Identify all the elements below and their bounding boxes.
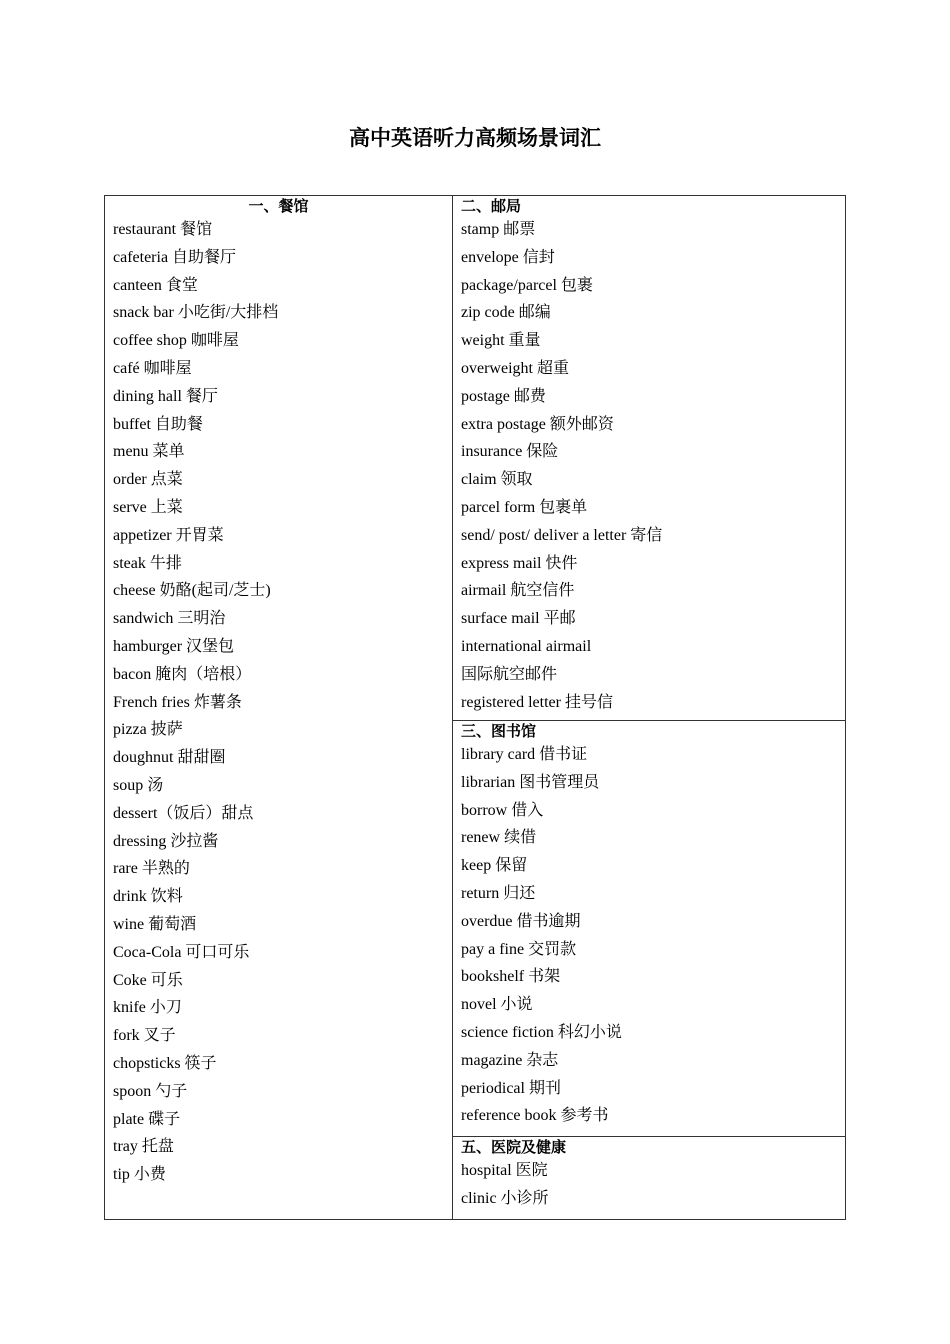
vocab-item: magazine 杂志 bbox=[461, 1051, 559, 1069]
vocab-item: plate 碟子 bbox=[113, 1110, 181, 1128]
section-heading: 三、图书馆 bbox=[461, 722, 537, 740]
vocab-item: hamburger 汉堡包 bbox=[113, 637, 235, 655]
vocab-item: tray 托盘 bbox=[113, 1138, 174, 1156]
vocab-item: pizza 披萨 bbox=[113, 721, 183, 739]
vocab-item: overdue 借书逾期 bbox=[461, 912, 581, 930]
vocab-item: café 咖啡屋 bbox=[113, 359, 192, 377]
vocab-item: weight 重量 bbox=[461, 332, 541, 350]
vocab-item: bookshelf 书架 bbox=[461, 968, 561, 986]
vocab-item: periodical 期刊 bbox=[461, 1079, 561, 1097]
vocab-item: snack bar 小吃街/大排档 bbox=[113, 304, 279, 322]
vocab-item: cheese 奶酪(起司/芝士) bbox=[113, 582, 271, 600]
vocab-item: rare 半熟的 bbox=[113, 860, 190, 878]
vocab-item: bacon 腌肉（培根） bbox=[113, 665, 252, 683]
vocab-item: reference book 参考书 bbox=[461, 1107, 609, 1125]
vocab-item: Coca-Cola 可口可乐 bbox=[113, 943, 250, 961]
vocab-item: science fiction 科幻小说 bbox=[461, 1023, 622, 1041]
word-list bbox=[453, 216, 845, 716]
vocab-item: overweight 超重 bbox=[461, 359, 569, 377]
vocab-item: registered letter 挂号信 bbox=[461, 693, 613, 711]
vocab-item: wine 葡萄酒 bbox=[113, 915, 197, 933]
vocab-item: hospital 医院 bbox=[461, 1162, 548, 1179]
vocab-item: doughnut 甜甜圈 bbox=[113, 749, 226, 767]
vocab-item: Coke 可乐 bbox=[113, 971, 183, 989]
vocab-item: renew 续借 bbox=[461, 829, 537, 847]
vocab-item: claim 领取 bbox=[461, 471, 533, 489]
vocab-item: dessert（饭后）甜点 bbox=[113, 804, 254, 822]
vocab-item: insurance 保险 bbox=[461, 443, 559, 461]
vocab-item: restaurant 餐馆 bbox=[113, 221, 213, 238]
section-heading: 五、医院及健康 bbox=[461, 1138, 567, 1156]
vocab-item: keep 保留 bbox=[461, 857, 528, 875]
vocab-item: drink 饮料 bbox=[113, 888, 183, 906]
right-column bbox=[453, 196, 845, 1219]
vocab-item: zip code 邮编 bbox=[461, 304, 551, 322]
word-list bbox=[453, 1157, 845, 1213]
vocab-item: clinic 小诊所 bbox=[461, 1189, 549, 1207]
vocab-item: buffet 自助餐 bbox=[113, 415, 203, 433]
section-restaurant bbox=[105, 196, 453, 1219]
vocab-item: pay a fine 交罚款 bbox=[461, 940, 577, 958]
section-heading: 一、餐馆 bbox=[248, 197, 309, 215]
vocab-item: send/ post/ deliver a letter 寄信 bbox=[461, 526, 663, 544]
vocab-item: appetizer 开胃菜 bbox=[113, 526, 224, 544]
section-hospital bbox=[453, 1137, 845, 1219]
vocab-item: borrow 借入 bbox=[461, 801, 544, 819]
vocab-item: library card 借书证 bbox=[461, 746, 588, 763]
vocab-item: French fries 炸薯条 bbox=[113, 693, 242, 711]
vocab-item: knife 小刀 bbox=[113, 999, 182, 1017]
vocab-item: surface mail 平邮 bbox=[461, 610, 576, 628]
vocab-item: spoon 勺子 bbox=[113, 1082, 188, 1100]
vocab-item: coffee shop 咖啡屋 bbox=[113, 332, 239, 350]
vocab-item: international airmail bbox=[461, 637, 592, 655]
vocab-item: fork 叉子 bbox=[113, 1027, 176, 1045]
vocab-item: package/parcel 包裹 bbox=[461, 276, 593, 294]
vocab-item: envelope 信封 bbox=[461, 248, 555, 266]
vocab-item: 国际航空邮件 bbox=[461, 665, 558, 683]
vocab-item: sandwich 三明治 bbox=[113, 610, 226, 628]
vocab-item: serve 上菜 bbox=[113, 498, 183, 516]
vocab-item: cafeteria 自助餐厅 bbox=[113, 248, 237, 266]
word-list bbox=[453, 741, 845, 1130]
vocab-item: steak 牛排 bbox=[113, 554, 182, 572]
vocab-item: stamp 邮票 bbox=[461, 221, 536, 238]
vocab-item: novel 小说 bbox=[461, 996, 533, 1014]
vocab-item: canteen 食堂 bbox=[113, 276, 198, 294]
vocab-item: tip 小费 bbox=[113, 1166, 166, 1184]
vocab-item: chopsticks 筷子 bbox=[113, 1054, 217, 1072]
vocab-item: librarian 图书管理员 bbox=[461, 773, 600, 791]
page-title: 高中英语听力高频场景词汇 bbox=[349, 126, 601, 150]
vocab-item: menu 菜单 bbox=[113, 443, 185, 461]
vocab-item: extra postage 额外邮资 bbox=[461, 415, 614, 433]
section-heading: 二、邮局 bbox=[461, 197, 522, 215]
vocab-item: order 点菜 bbox=[113, 471, 183, 489]
vocab-item: dressing 沙拉酱 bbox=[113, 832, 219, 850]
vocab-item: express mail 快件 bbox=[461, 554, 578, 572]
vocab-item: airmail 航空信件 bbox=[461, 582, 575, 600]
vocab-item: return 归还 bbox=[461, 884, 536, 902]
section-library bbox=[453, 721, 845, 1137]
vocab-item: parcel form 包裹单 bbox=[461, 498, 588, 516]
section-post-office bbox=[453, 196, 845, 721]
vocab-item: soup 汤 bbox=[113, 776, 164, 794]
vocabulary-table bbox=[104, 195, 846, 1220]
vocab-item: dining hall 餐厅 bbox=[113, 387, 218, 405]
word-list bbox=[105, 216, 452, 1189]
vocab-item: postage 邮费 bbox=[461, 387, 546, 405]
